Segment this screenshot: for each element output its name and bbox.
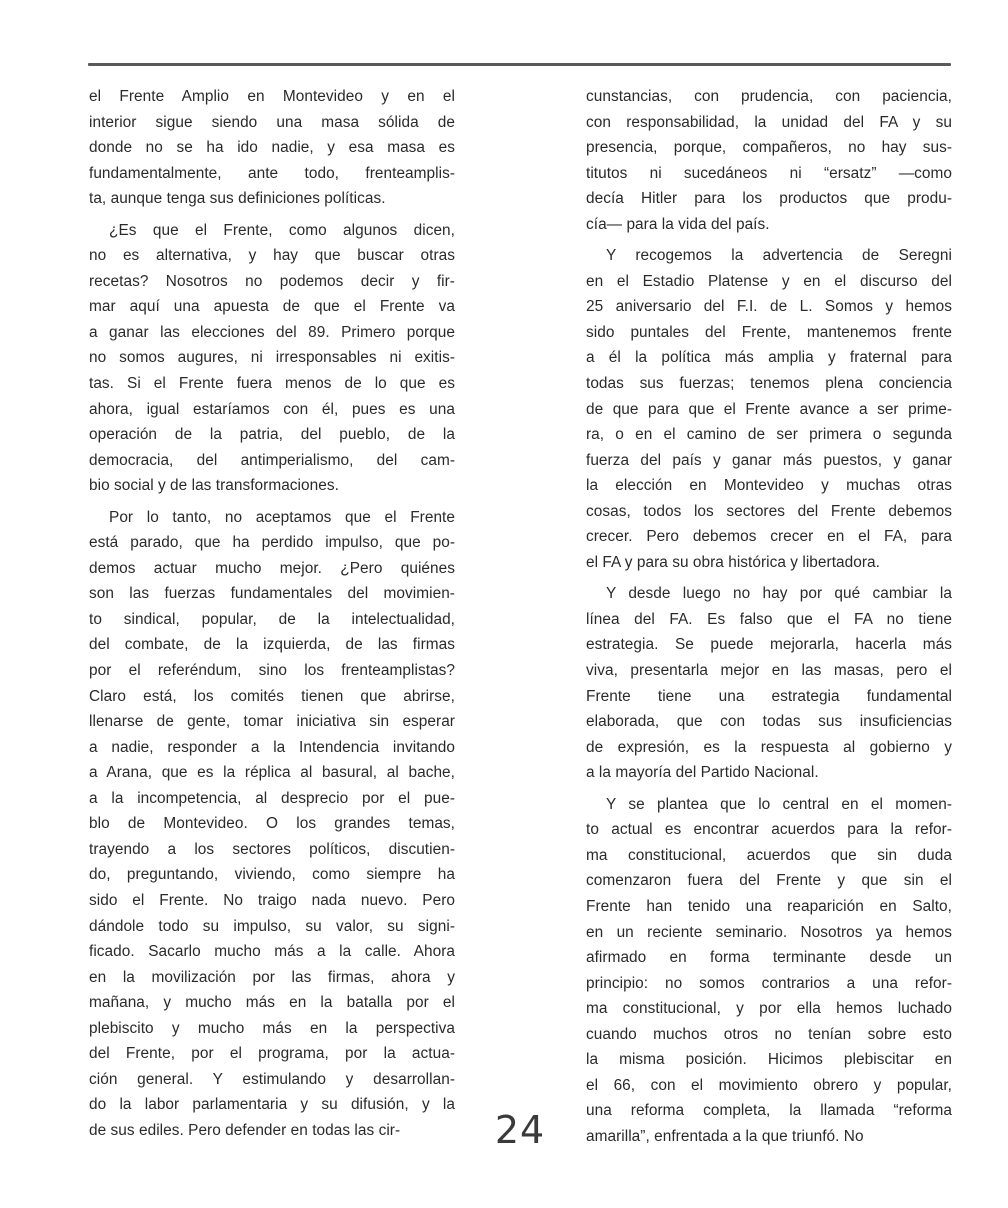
text-line: en el Estadio Platense y en el discurso del <box>586 272 952 290</box>
text-line: ma constitucional, y por ella hemos luchado <box>586 1000 952 1018</box>
text-line: donde no se ha ido nadie, y esa masa es <box>89 139 455 157</box>
text-line: decía Hitler para los productos que produ- <box>586 190 952 208</box>
text-line: viva, presentarla mejor en las masas, pero el <box>586 662 952 680</box>
text-line: Frente tiene una estrategia fundamental <box>586 687 952 705</box>
text-line: titutos ni sucedáneos ni “ersatz” —como <box>586 164 952 182</box>
text-line: to actual es encontrar acuerdos para la refor- <box>586 821 952 839</box>
text-line: trayendo a los sectores políticos, discutien- <box>89 840 455 858</box>
page-number: 24 <box>494 1108 546 1152</box>
text-line: Por lo tanto, no aceptamos que el Frente <box>109 508 455 526</box>
text-line: a Arana, que es la réplica al basural, al bache, <box>89 764 455 782</box>
text-line: del Frente, por el programa, por la actua- <box>89 1045 455 1063</box>
text-line: dándole todo su impulso, su valor, su signi- <box>89 917 455 935</box>
paragraph <box>586 792 952 1150</box>
paragraph <box>586 84 952 237</box>
text-line: el FA y para su obra histórica y libertadora. <box>586 553 880 571</box>
text-line: mar aquí una apuesta de que el Frente va <box>89 298 455 316</box>
text-line: el 66, con el movimiento obrero y popular, <box>586 1076 952 1094</box>
text-line: a la incompetencia, al desprecio por el pue- <box>89 789 455 807</box>
text-line: cosas, todos los sectores del Frente debemos <box>586 502 952 520</box>
text-line: Y recogemos la advertencia de Seregni <box>606 247 952 265</box>
text-line: ma constitucional, acuerdos que sin duda <box>586 846 952 864</box>
text-line: del combate, de la izquierda, de las firmas <box>89 636 455 654</box>
text-line: todas sus fuerzas; tenemos plena conciencia <box>586 375 952 393</box>
text-line: no somos augures, ni irresponsables ni exitis- <box>89 349 455 367</box>
text-line: Claro está, los comités tienen que abrirse, <box>89 687 455 705</box>
text-line: bio social y de las transformaciones. <box>89 477 339 495</box>
text-line: son las fuerzas fundamentales del movimien- <box>89 585 455 603</box>
text-line: ta, aunque tenga sus definiciones políticas. <box>89 190 386 208</box>
text-line: de expresión, es la respuesta al gobierno y <box>586 738 952 756</box>
text-line: amarilla”, enfrentada a la que triunfó. No <box>586 1127 864 1145</box>
text-line: do, preguntando, viviendo, como siempre ha <box>89 866 455 884</box>
text-line: plebiscito y mucho más en la perspectiva <box>89 1019 455 1037</box>
text-line: de que para que el Frente avance a ser prime- <box>586 400 952 418</box>
text-line: por el referéndum, sino los frenteamplistas? <box>89 662 455 680</box>
text-line: afirmado en forma terminante desde un <box>586 949 952 967</box>
text-line: ra, o en el camino de ser primera o segunda <box>586 426 952 444</box>
paragraph <box>586 581 952 785</box>
text-line: Frente han tenido una reaparición en Salto, <box>586 897 952 915</box>
text-line: no es alternativa, y hay que buscar otras <box>89 247 455 265</box>
text-line: operación de la patria, del pueblo, de la <box>89 426 455 444</box>
text-line: ¿Es que el Frente, como algunos dicen, <box>109 221 455 239</box>
text-line: blo de Montevideo. O los grandes temas, <box>89 815 455 833</box>
text-line: cunstancias, con prudencia, con paciencia, <box>586 88 952 105</box>
text-line: Y desde luego no hay por qué cambiar la <box>606 585 952 603</box>
left-column <box>89 84 455 1143</box>
text-line: a la mayoría del Partido Nacional. <box>586 764 819 782</box>
text-line: comenzaron fuera del Frente y que sin el <box>586 872 952 890</box>
text-line: to sindical, popular, de la intelectualidad, <box>89 610 455 628</box>
text-line: demos actuar mucho mejor. ¿Pero quiénes <box>89 559 455 577</box>
text-line: la elección en Montevideo y muchas otras <box>586 477 952 495</box>
text-line: la misma posición. Hicimos plebiscitar en <box>586 1051 952 1069</box>
text-line: mañana, y mucho más en la batalla por el <box>89 994 455 1012</box>
text-line: línea del FA. Es falso que el FA no tiene <box>586 610 952 628</box>
text-line: con responsabilidad, la unidad del FA y su <box>586 113 952 131</box>
text-line: fuerza del país y ganar más puestos, y ganar <box>586 451 952 469</box>
text-line: tas. Si el Frente fuera menos de lo que es <box>89 375 455 393</box>
text-line: elaborada, que con todas sus insuficiencias <box>586 713 952 731</box>
text-line: cuando muchos otros no tenían sobre esto <box>586 1025 952 1043</box>
text-line: do la labor parlamentaria y su difusión, y la <box>89 1096 455 1114</box>
text-line: Y se plantea que lo central en el momen- <box>606 795 952 813</box>
text-line: de sus ediles. Pero defender en todas las cir- <box>89 1121 401 1139</box>
text-line: en la movilización por las firmas, ahora y <box>89 968 455 986</box>
text-line: una reforma completa, la llamada “reforma <box>586 1102 952 1120</box>
text-line: fundamentalmente, ante todo, frenteamplis- <box>89 164 455 182</box>
text-line: ahora, igual estaríamos con él, pues es una <box>89 400 455 418</box>
paragraph <box>586 243 952 575</box>
text-line: a ganar las elecciones del 89. Primero porque <box>89 323 455 341</box>
text-line: en un reciente seminario. Nosotros ya hemos <box>586 923 952 941</box>
text-line: ficado. Sacarlo mucho más a la calle. Ahora <box>89 943 455 961</box>
text-line: estrategia. Se puede mejorarla, hacerla más <box>586 636 952 654</box>
text-line: crecer. Pero debemos crecer en el FA, para <box>586 528 952 546</box>
text-line: principio: no somos contrarios a una refor- <box>586 974 952 992</box>
text-line: democracia, del antimperialismo, del cam- <box>89 451 455 469</box>
paragraph <box>89 84 455 212</box>
text-line: ción general. Y estimulando y desarrollan- <box>89 1070 455 1088</box>
paragraph <box>89 218 455 499</box>
text-line: a él la política más amplia y fraternal para <box>586 349 952 367</box>
text-line: 25 aniversario del F.I. de L. Somos y hemos <box>586 298 952 316</box>
right-column <box>586 84 952 1149</box>
text-line: presencia, porque, compañeros, no hay sus- <box>586 139 952 157</box>
text-line: llenarse de gente, tomar iniciativa sin esperar <box>89 713 455 731</box>
text-line: sido el Frente. No traigo nada nuevo. Pero <box>89 891 455 909</box>
top-rule-divider <box>88 63 951 66</box>
text-line: recetas? Nosotros no podemos decir y fir- <box>89 272 455 290</box>
text-line: está parado, que ha perdido impulso, que po- <box>89 534 455 552</box>
paragraph <box>89 505 455 1144</box>
text-line: sido puntales del Frente, mantenemos frente <box>586 323 952 341</box>
text-line: interior sigue siendo una masa sólida de <box>89 113 455 131</box>
text-line: el Frente Amplio en Montevideo y en el <box>89 88 455 105</box>
text-line: a nadie, responder a la Intendencia invitando <box>89 738 455 756</box>
text-line: cía— para la vida del país. <box>586 215 770 233</box>
